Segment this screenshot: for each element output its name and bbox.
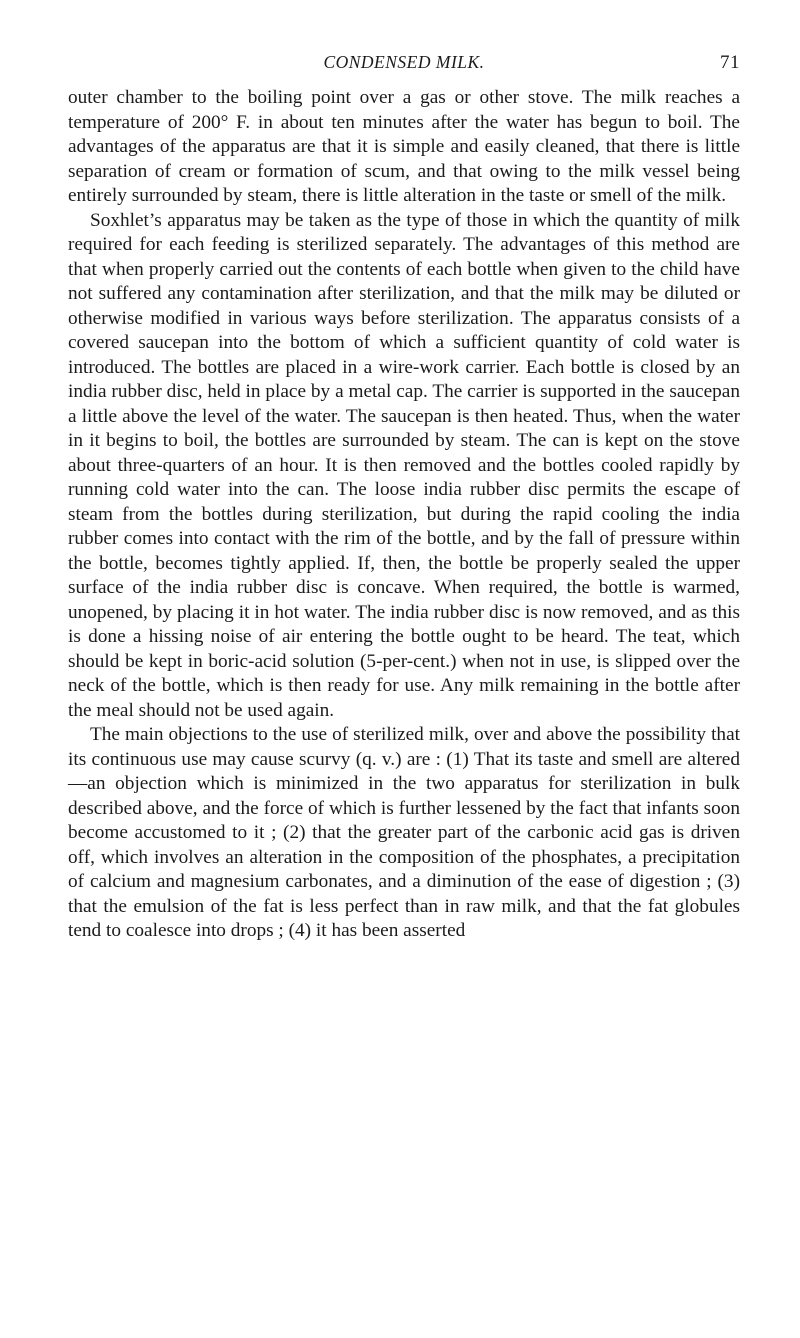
book-page [68, 52, 740, 944]
paragraph-continuation: outer chamber to the boiling point over a gas or other stove. The milk reaches a temperature of 200° F. in about ten minutes after the water has begun to boil. The advantages of the apparatus are that it is simple and easily cleaned, that there is little separation of cream or formation of scum, and that owing to the milk vessel being entirely surrounded by steam, there is little alteration in the taste or smell of the milk. [68, 87, 740, 206]
page-number: 71 [720, 52, 740, 73]
running-title: CONDENSED MILK. [323, 52, 485, 72]
running-head [68, 52, 740, 82]
paragraph-soxhlet: Soxhlet’s apparatus may be taken as the type of those in which the quantity of milk required for each feeding is sterilized separately. The advantages of this method are that when properly carried out the contents of each bottle when given to the child have not suffered any contamination after sterilization, and that the milk may be diluted or otherwise modified in various ways before sterilization. The apparatus consists of a covered saucepan into the bottom of which a sufficient quantity of cold water is introduced. The bottles are placed in a wire-work carrier. Each bottle is closed by an india rubber disc, held in place by a metal cap. The carrier is supported in the saucepan a little above the level of the water. The saucepan is then heated. Thus, when the water in it begins to boil, the bottles are surrounded by steam. The can is kept on the stove about three-quarters of an hour. It is then removed and the bottles cooled rapidly by running cold water into the can. The loose india rubber disc permits the escape of steam from the bottles during sterilization, but during the rapid cooling the india rubber comes into contact with the rim of the bottle, and by the fall of pressure within the bottle, becomes tightly applied. If, then, the bottle be properly sealed the upper surface of the india rubber disc is concave. When required, the bottle is warmed, unopened, by placing it in hot water. The india rubber disc is now removed, and as this is done a hissing noise of air entering the bottle ought to be heard. The teat, which should be kept in boric-acid solution (5-per-cent.) when not in use, is slipped over the neck of the bottle, which is then ready for use. Any milk remaining in the bottle after the meal should not be used again. [68, 209, 740, 721]
paragraph-objections: The main objections to the use of sterilized milk, over and above the possibility that its continuous use may cause scurvy (q. v.) are : (1) That its taste and smell are altered—an objection which is minimized in the two apparatus for sterilization in bulk described above, and the force of which is further lessened by the fact that infants soon become accustomed to it ; (2) that the greater part of the carbonic acid gas is driven off, which involves an alteration in the composition of the phosphates, a precipitation of calcium and magnesium carbonates, and a diminution of the ease of digestion ; (3) that the emulsion of the fat is less perfect than in raw milk, and that the fat globules tend to coalesce into drops ; (4) it has been asserted [68, 724, 740, 941]
body-text [68, 86, 740, 944]
